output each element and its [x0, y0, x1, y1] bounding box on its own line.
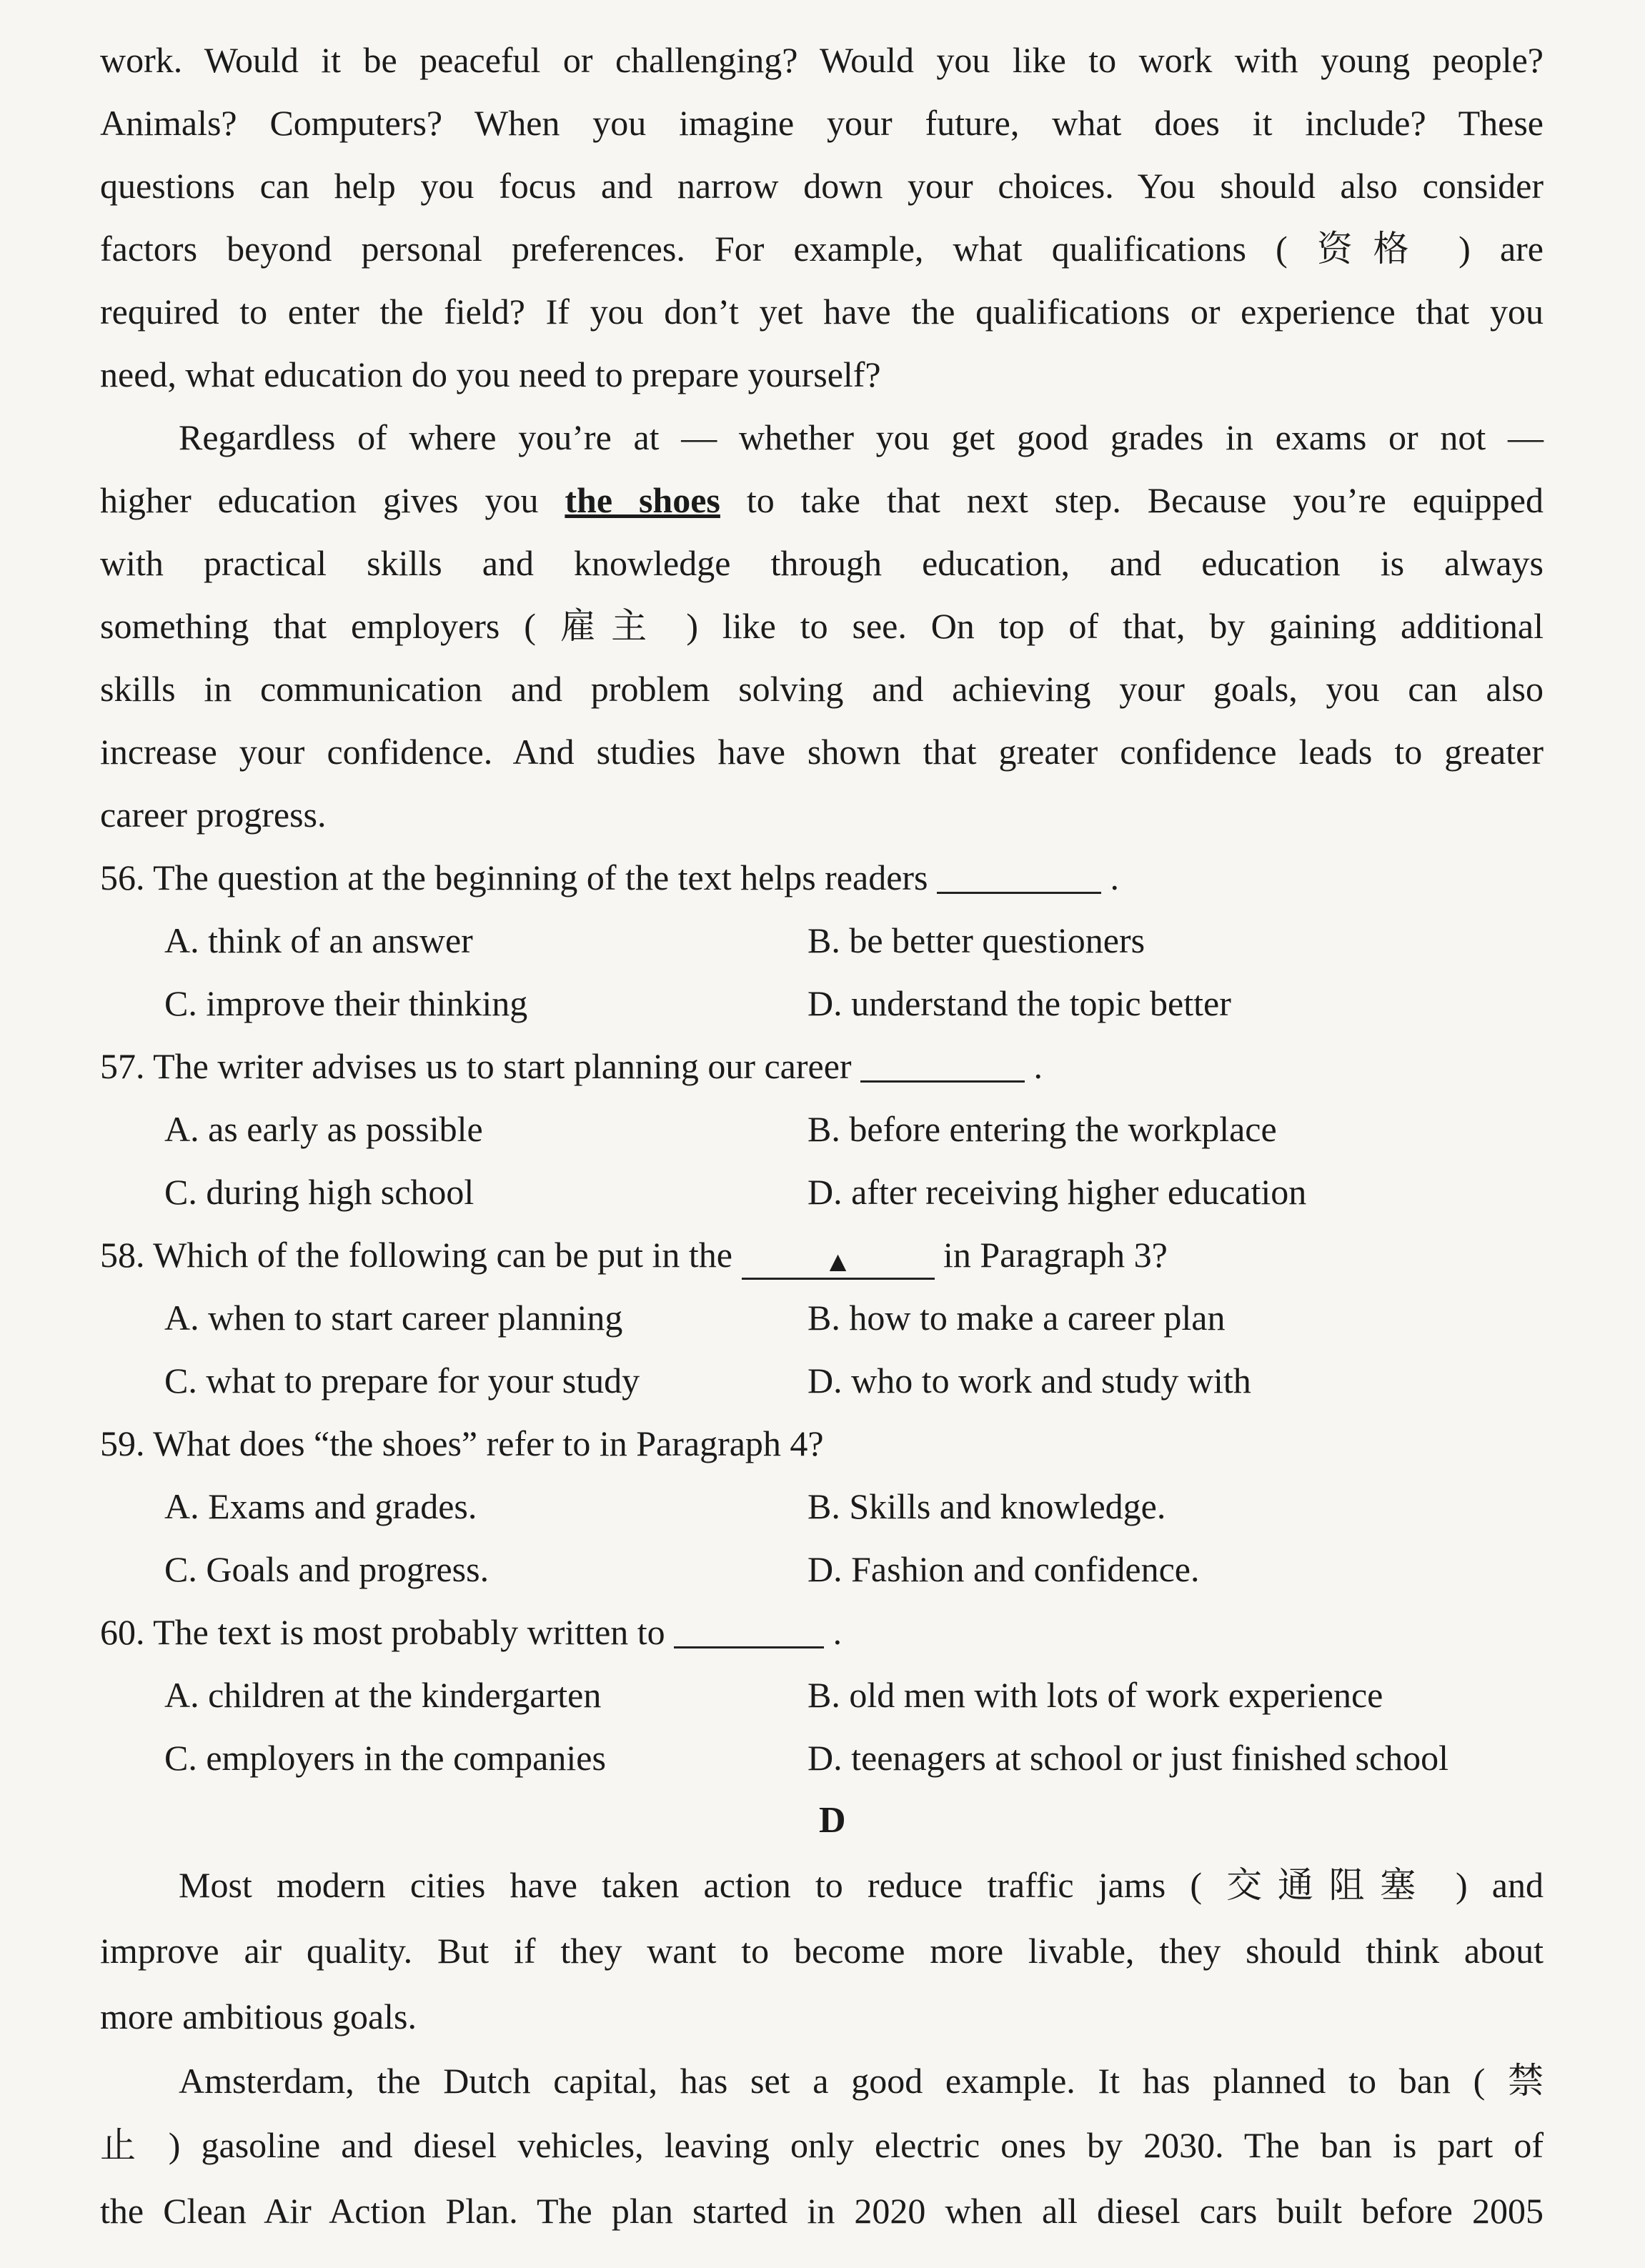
option-c: C. employers in the companies	[164, 1738, 606, 1778]
passage-line: factors beyond personal preferences. For example, what qualifications ( 资格 ) are	[100, 229, 1544, 269]
option-a: A. Exams and grades.	[164, 1486, 477, 1526]
option-d: D. after receiving higher education	[807, 1172, 1307, 1212]
passage-line: questions can help you focus and narrow down your choices. You should also consider	[100, 166, 1544, 206]
triangle-marker-icon: ▲	[823, 1245, 853, 1278]
section-heading-d: D	[819, 1800, 846, 1841]
question-text: 58. Which of the following can be put in the	[100, 1235, 732, 1275]
option-a: A. as early as possible	[164, 1109, 483, 1149]
answer-blank	[742, 1246, 935, 1280]
option-b: B. Skills and knowledge.	[807, 1486, 1166, 1526]
option-c: C. Goals and progress.	[164, 1549, 489, 1589]
passage-line: work. Would it be peaceful or challenging? Would you like to work with young people?	[100, 40, 1544, 80]
option-c: C. during high school	[164, 1172, 474, 1212]
passage-line	[100, 477, 1544, 523]
answer-blank	[937, 860, 1101, 894]
question-text: .	[1110, 857, 1119, 897]
question-text: .	[1033, 1046, 1043, 1086]
answer-blank	[674, 1615, 824, 1648]
question-56-stem	[100, 855, 1544, 900]
the-shoes-phrase: the shoes	[565, 480, 720, 520]
passage-line: need, what education do you need to prepare yourself?	[100, 354, 881, 394]
question-60-stem	[100, 1609, 1544, 1655]
passage-line: Amsterdam, the Dutch capital, has set a good example. It has planned to ban ( 禁	[179, 2061, 1544, 2101]
passage-line: career progress.	[100, 795, 327, 835]
passage-line: something that employers ( 雇主 ) like to see. On top of that, by gaining additional	[100, 606, 1544, 646]
option-b: B. old men with lots of work experience	[807, 1675, 1383, 1715]
passage-line: the Clean Air Action Plan. The plan started in 2020 when all diesel cars built before 2005	[100, 2191, 1544, 2231]
option-b: B. before entering the workplace	[807, 1109, 1277, 1149]
question-58-stem	[100, 1232, 1544, 1280]
passage-line: more ambitious goals.	[100, 1996, 417, 2036]
question-text: 56. The question at the beginning of the text helps readers	[100, 857, 928, 897]
question-57-stem	[100, 1043, 1544, 1089]
option-b: B. be better questioners	[807, 920, 1145, 960]
passage-line: Regardless of where you’re at — whether you get good grades in exams or not —	[179, 417, 1544, 457]
option-d: D. who to work and study with	[807, 1361, 1251, 1401]
question-text: 57. The writer advises us to start planning our career	[100, 1046, 852, 1086]
question-text: in Paragraph 3?	[943, 1235, 1168, 1275]
passage-line: Most modern cities have taken action to reduce traffic jams ( 交通阻塞 ) and	[179, 1865, 1544, 1905]
question-59-stem: 59. What does “the shoes” refer to in Paragraph 4?	[100, 1423, 824, 1463]
option-c: C. improve their thinking	[164, 983, 528, 1023]
passage-line: skills in communication and problem solving and achieving your goals, you can also	[100, 669, 1544, 709]
passage-line: required to enter the field? If you don’t yet have the qualifications or experience that you	[100, 292, 1544, 332]
passage-line: improve air quality. But if they want to become more livable, they should think about	[100, 1931, 1544, 1971]
option-d: D. teenagers at school or just finished school	[807, 1738, 1449, 1778]
option-c: C. what to prepare for your study	[164, 1361, 640, 1401]
option-b: B. how to make a career plan	[807, 1298, 1226, 1338]
question-text: .	[833, 1612, 843, 1652]
passage-line: Animals? Computers? When you imagine your future, what does it include? These	[100, 103, 1544, 143]
passage-text: to take that next step. Because you’re equipped	[720, 480, 1544, 520]
passage-line: 止 ) gasoline and diesel vehicles, leaving only electric ones by 2030. The ban is part of	[100, 2125, 1544, 2165]
passage-line: with practical skills and knowledge through education, and education is always	[100, 543, 1544, 583]
answer-blank	[860, 1049, 1025, 1083]
question-text: 60. The text is most probably written to	[100, 1612, 665, 1652]
passage-line: increase your confidence. And studies have shown that greater confidence leads to greater	[100, 732, 1544, 772]
option-a: A. think of an answer	[164, 920, 473, 960]
option-d: D. understand the topic better	[807, 983, 1231, 1023]
passage-text: higher education gives you	[100, 480, 565, 520]
option-d: D. Fashion and confidence.	[807, 1549, 1200, 1589]
option-a: A. when to start career planning	[164, 1298, 623, 1338]
option-a: A. children at the kindergarten	[164, 1675, 602, 1715]
